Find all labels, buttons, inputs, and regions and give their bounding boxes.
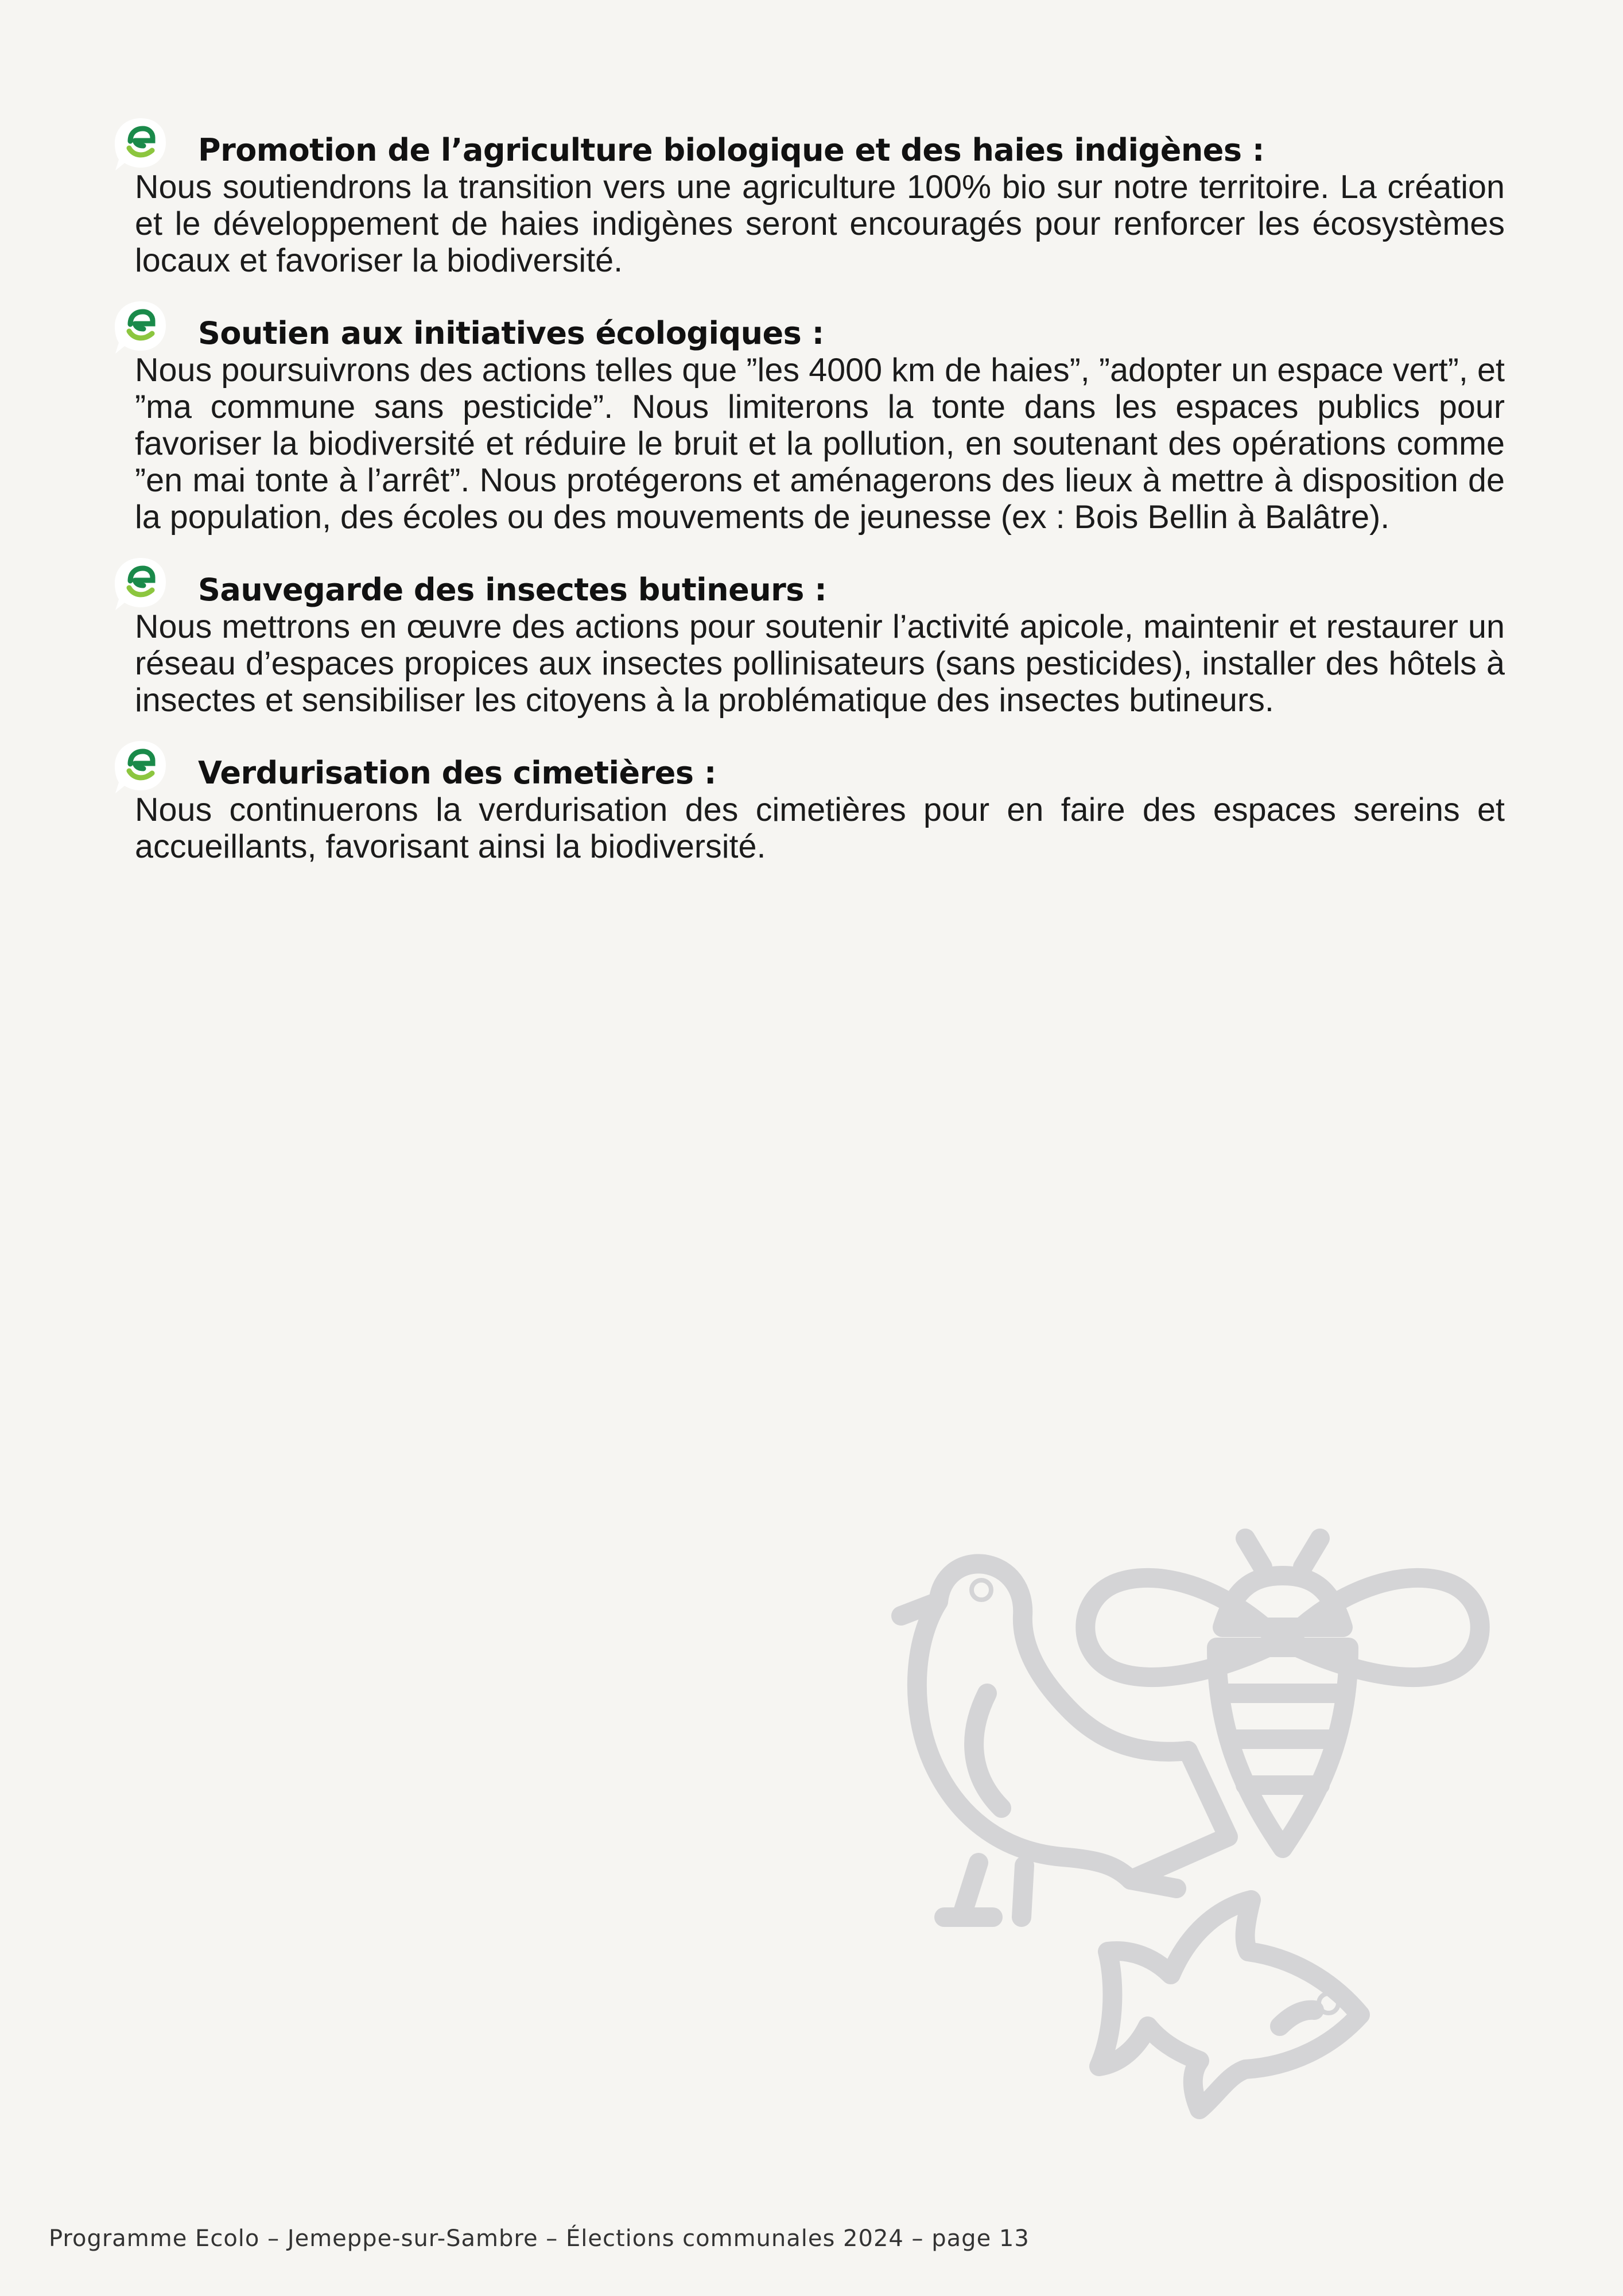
section-title: Promotion de l’agriculture biologique et des haies indigènes : <box>198 132 1264 168</box>
main-content <box>135 132 1505 901</box>
fish-icon <box>1099 1900 1360 2109</box>
section-agriculture <box>135 132 1505 279</box>
bird-icon <box>901 1564 1228 1917</box>
ecolo-e-logo-icon <box>112 554 169 612</box>
section-title: Verdurisation des cimetières : <box>198 755 716 791</box>
section-initiatives <box>135 315 1505 536</box>
section-body: Nous soutiendrons la transition vers une agriculture 100% bio sur notre territoire. La création et le développement de haies indigènes seront encouragés pour renforcer les écosystèmes locaux et favoriser la biodiversité. <box>135 169 1505 279</box>
bee-icon <box>1085 1538 1480 1848</box>
section-body: Nous continuerons la verdurisation des cimetières pour en faire des espaces sereins et accueillants, favorisant ainsi la biodiversité. <box>135 792 1505 865</box>
section-body: Nous poursuivrons des actions telles que ”les 4000 km de haies”, ”adopter un espace vert”, et ”ma commune sans pesticide”. Nous limiterons la tonte dans les espaces publics pour favoriser la biodiversité et réduire le bruit et la pollution, en soutenant des opérations comme ”en mai tonte à l’arrêt”. Nous protégerons et aménagerons des lieux à mettre à disposition de la population, des écoles ou des mouvements de jeunesse (ex : Bois Bellin à Balâtre). <box>135 352 1505 536</box>
section-cimetieres <box>135 755 1505 865</box>
ecolo-e-logo-icon <box>112 298 169 355</box>
section-body: Nous mettrons en œuvre des actions pour soutenir l’activité apicole, maintenir et restaurer un réseau d’espaces propices aux insectes pollinisateurs (sans pesticides), installer des hôtels à insectes et sensibiliser les citoyens à la problématique des insectes butineurs. <box>135 608 1505 719</box>
ecolo-e-logo-icon <box>112 738 169 795</box>
section-insectes <box>135 572 1505 719</box>
page-footer: Programme Ecolo – Jemeppe-sur-Sambre – Élections communales 2024 – page 13 <box>49 2225 1030 2252</box>
section-title: Sauvegarde des insectes butineurs : <box>198 572 827 608</box>
section-title: Soutien aux initiatives écologiques : <box>198 315 824 351</box>
ecolo-e-logo-icon <box>112 115 169 172</box>
bird-bee-fish-illustration-icon <box>878 1521 1527 2135</box>
